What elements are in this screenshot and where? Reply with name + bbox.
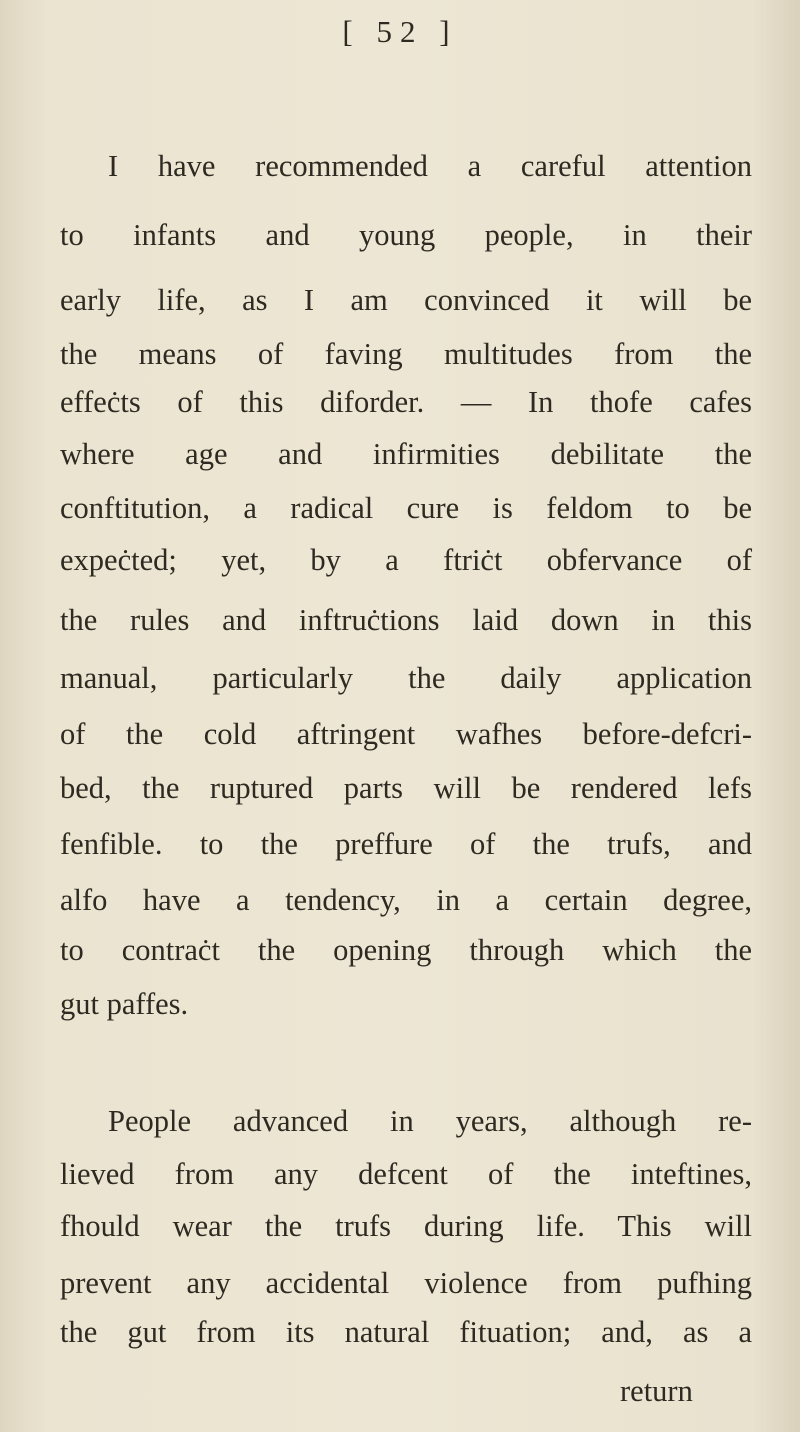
text-line: fhould wear the trufs during life. This will (60, 1209, 752, 1243)
text-line: People advanced in years, although re- (108, 1104, 752, 1138)
text-line: gut paffes. (60, 987, 189, 1021)
text-line: effeċts of this diforder. — In thofe cafes (60, 385, 752, 419)
page-number: [ 52 ] (342, 14, 458, 49)
text-line: expeċted; yet, by a ftriċt obfervance of (60, 543, 752, 577)
text-line: the means of faving multitudes from the (60, 337, 752, 371)
text-line: fenfible. to the preffure of the trufs, and (60, 827, 752, 861)
text-line: prevent any accidental violence from pufhing (60, 1266, 752, 1300)
catchword: return (620, 1374, 693, 1408)
text-line: lieved from any defcent of the inteftines, (60, 1157, 752, 1191)
text-line: the rules and inftruċtions laid down in this (60, 603, 752, 637)
text-line: manual, particularly the daily application (60, 661, 752, 695)
text-line: early life, as I am convinced it will be (60, 283, 752, 317)
text-line: where age and infirmities debilitate the (60, 437, 752, 471)
text-line: alfo have a tendency, in a certain degree, (60, 883, 752, 917)
text-line: to contraċt the opening through which the (60, 933, 752, 967)
text-line: conftitution, a radical cure is feldom to be (60, 491, 752, 525)
text-line: to infants and young people, in their (60, 218, 752, 252)
text-line: bed, the ruptured parts will be rendered lefs (60, 771, 752, 805)
text-line: of the cold aftringent wafhes before-defcri- (60, 717, 752, 751)
text-line: the gut from its natural fituation; and, as a (60, 1315, 752, 1349)
text-line: I have recommended a careful attention (108, 149, 752, 183)
